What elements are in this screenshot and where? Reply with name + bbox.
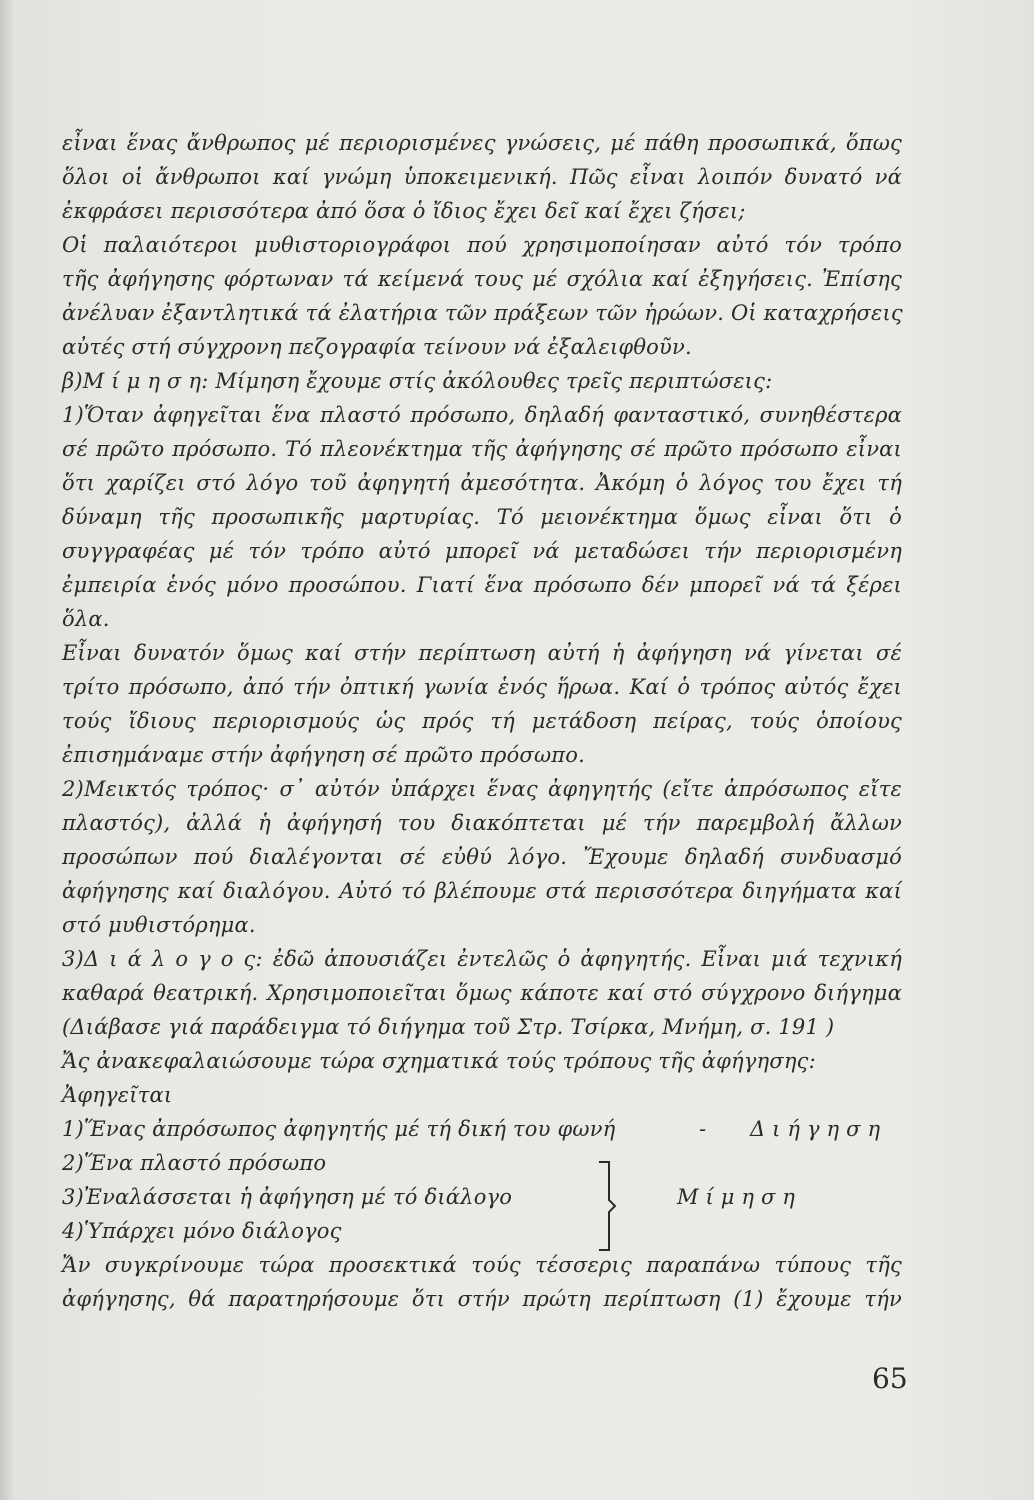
text-line: ὅλα. [62, 607, 110, 631]
text-line: στό μυθιστόρημα. [62, 913, 256, 937]
scheme-row-2: 2)Ἕνα πλαστό πρόσωπο [62, 1151, 327, 1175]
text-line: συγγραφέας μέ τόν τρόπο αὐτό μπορεῖ νά μεταδώσει τήν περιορισμένη [62, 539, 902, 563]
text-line: τρίτο πρόσωπο, ἀπό τήν ὀπτική γωνία ἑνός ἥρωα. Καί ὁ τρόπος αὐτός ἔχει [62, 675, 902, 699]
text-line: ὅτι χαρίζει στό λόγο τοῦ ἀφηγητή ἀμεσότητα. Ἀκόμη ὁ λόγος του ἔχει τή [62, 471, 902, 495]
text-line: πλαστός), ἀλλά ἡ ἀφήγησή του διακόπτεται μέ τήν παρεμβολή ἄλλων [62, 811, 902, 835]
text-line: τούς ἴδιους περιορισμούς ὡς πρός τή μετάδοση πείρας, τούς ὁποίους [62, 709, 902, 733]
text-line: ἀφήγησης καί διαλόγου. Αὐτό τό βλέπουμε στά περισσότερα διηγήματα καί [62, 879, 902, 903]
text-line: ὅλοι οἱ ἄνθρωποι καί γνώμη ὑποκειμενική. Πῶς εἶναι λοιπόν δυνατό νά [62, 165, 902, 189]
text-line: ἀνέλυαν ἐξαντλητικά τά ἐλατήρια τῶν πράξεων τῶν ἡρώων. Οἱ καταχρήσεις [62, 301, 903, 325]
text-line: δύναμη τῆς προσωπικῆς μαρτυρίας. Τό μειονέκτημα ὅμως εἶναι ὅτι ὁ [62, 505, 902, 529]
text-line: Οἱ παλαιότεροι μυθιστοριογράφοι πού χρησιμοποίησαν αὐτό τόν τρόπο [62, 233, 902, 257]
text-line: β)Μ ί μ η σ η: Μίμηση ἔχουμε στίς ἀκόλουθες τρεῖς περιπτώσεις: [62, 369, 773, 393]
body-text [62, 126, 902, 1316]
text-line: ἐμπειρία ἑνός μόνο προσώπου. Γιατί ἕνα πρόσωπο δέν μπορεῖ νά τά ξέρει [62, 573, 902, 597]
text-line: ἐκφράσει περισσότερα ἀπό ὅσα ὁ ἴδιος ἔχει δεῖ καί ἔχει ζήσει; [62, 199, 746, 223]
text-line: εἶναι ἕνας ἄνθρωπος μέ περιορισμένες γνώσεις, μέ πάθη προσωπικά, ὅπως [62, 131, 902, 155]
scheme-dash: - [699, 1117, 707, 1141]
page-number: 65 [872, 1362, 908, 1395]
narration-scheme [62, 1112, 902, 1248]
text-line: τῆς ἀφήγησης φόρτωναν τά κείμενά τους μέ σχόλια καί ἐξηγήσεις. Ἐπίσης [62, 267, 902, 291]
text-line: ἀφήγησης, θά παρατηρήσουμε ὅτι στήν πρώτη περίπτωση (1) ἔχουμε τήν [62, 1287, 902, 1311]
scheme-term-mimesis: Μίμηση [677, 1185, 802, 1209]
text-line: 2)Μεικτός τρόπος· σ᾽ αὐτόν ὑπάρχει ἕνας ἀφηγητής (εἴτε ἀπρόσωπος εἴτε [62, 777, 902, 801]
text-line: Ἄν συγκρίνουμε τώρα προσεκτικά τούς τέσσερις παραπάνω τύπους τῆς [62, 1253, 902, 1277]
scheme-term-diegesis: Διήγηση [750, 1117, 888, 1141]
text-line: Ἄς ἀνακεφαλαιώσουμε τώρα σχηματικά τούς τρόπους τῆς ἀφήγησης: [62, 1049, 816, 1073]
text-line: Ἀφηγεῖται [62, 1083, 173, 1107]
scheme-row-3: 3)Ἐναλάσσεται ἡ ἀφήγηση μέ τό διάλογο [62, 1185, 513, 1209]
text-line: αὐτές στή σύγχρονη πεζογραφία τείνουν νά ἐξαλειφθοῦν. [62, 335, 692, 359]
scheme-row-1: 1)Ἕνας ἀπρόσωπος ἀφηγητής μέ τή δική του φωνή [62, 1117, 616, 1141]
scheme-row-4: 4)Ὑπάρχει μόνο διάλογος [62, 1219, 342, 1243]
text-line: ἐπισημάναμε στήν ἀφήγηση σέ πρῶτο πρόσωπο. [62, 743, 586, 767]
text-line: 1)Ὅταν ἀφηγεῖται ἕνα πλαστό πρόσωπο, δηλαδή φανταστικό, συνηθέστερα [62, 403, 902, 427]
curly-brace-icon [597, 1160, 617, 1252]
text-line: καθαρά θεατρική. Χρησιμοποιεῖται ὅμως κάποτε καί στό σύγχρονο διήγημα [62, 981, 902, 1005]
text-line: προσώπων πού διαλέγονται σέ εὐθύ λόγο. Ἔχουμε δηλαδή συνδυασμό [62, 845, 902, 869]
text-line: Εἶναι δυνατόν ὅμως καί στήν περίπτωση αὐτή ἡ ἀφήγηση νά γίνεται σέ [62, 641, 902, 665]
text-line: 3)Δ ι ά λ ο γ ο ς: ἐδῶ ἀπουσιάζει ἐντελῶς ὁ ἀφηγητής. Εἶναι μιά τεχνική [62, 947, 902, 971]
text-line: (Διάβασε γιά παράδειγμα τό διήγημα τοῦ Στρ. Τσίρκα, Μνήμη, σ. 191 ) [62, 1015, 835, 1039]
text-line: σέ πρῶτο πρόσωπο. Τό πλεονέκτημα τῆς ἀφήγησης σέ πρῶτο πρόσωπο εἶναι [62, 437, 902, 461]
